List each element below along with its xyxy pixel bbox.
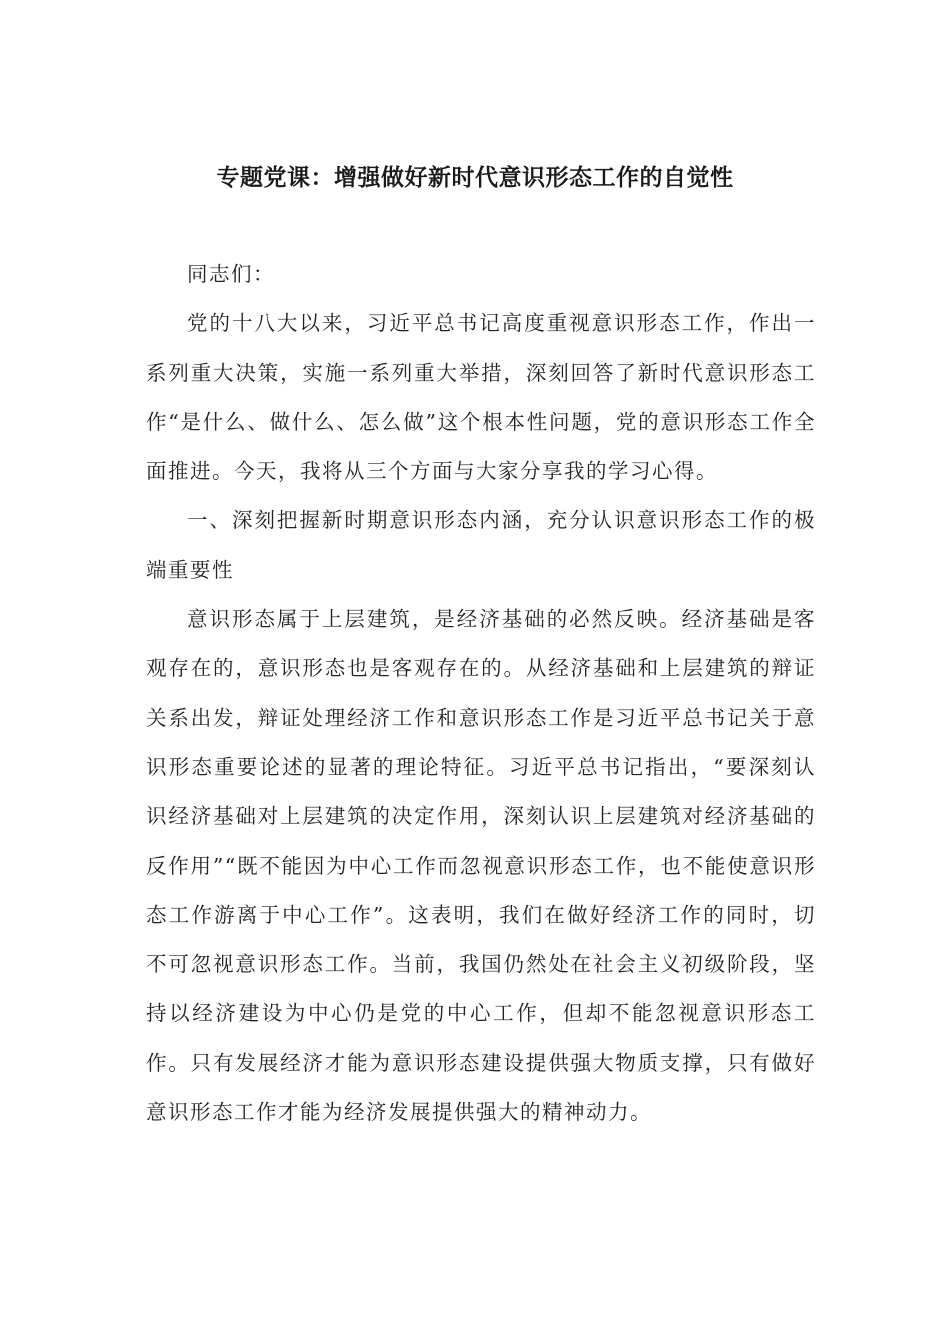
- salutation-paragraph: 同志们：: [187, 262, 275, 286]
- body-paragraph: 意识形态属于上层建筑，是经济基础的必然反映。经济基础是客观存在的，意识形态也是客观存在的。从经济基础和上层建筑的辩证关系出发，辩证处理经济工作和意识形态工作是习近平总书记关于意识形态重要论述的显著的理论特征。习近平总书记指出，“要深刻认识经济基础对上层建筑的决定作用，深刻认识上层建筑对经济基础的反作用”“既不能因为中心工作而忽视意识形态工作，也不能使意识形态工作游离于中心工作”。这表明，我们在做好经济工作的同时，切不可忽视意识形态工作。当前，我国仍然处在社会主义初级阶段，坚持以经济建设为中心仍是党的中心工作，但却不能忽视意识形态工作。只有发展经济才能为意识形态建设提供强大物质支撑，只有做好意识形态工作才能为经济发展提供强大的精神动力。: [146, 607, 816, 1125]
- document-title: 专题党课：增强做好新时代意识形态工作的自觉性: [216, 165, 734, 191]
- section-heading-1: 一、深刻把握新时期意识形态内涵，充分认识意识形态工作的极端重要性: [146, 508, 816, 582]
- document-body: [146, 250, 816, 1137]
- intro-paragraph: 党的十八大以来，习近平总书记高度重视意识形态工作，作出一系列重大决策，实施一系列重大举措，深刻回答了新时代意识形态工作“是什么、做什么、怎么做”这个根本性问题，党的意识形态工作全面推进。今天，我将从三个方面与大家分享我的学习心得。: [146, 311, 816, 484]
